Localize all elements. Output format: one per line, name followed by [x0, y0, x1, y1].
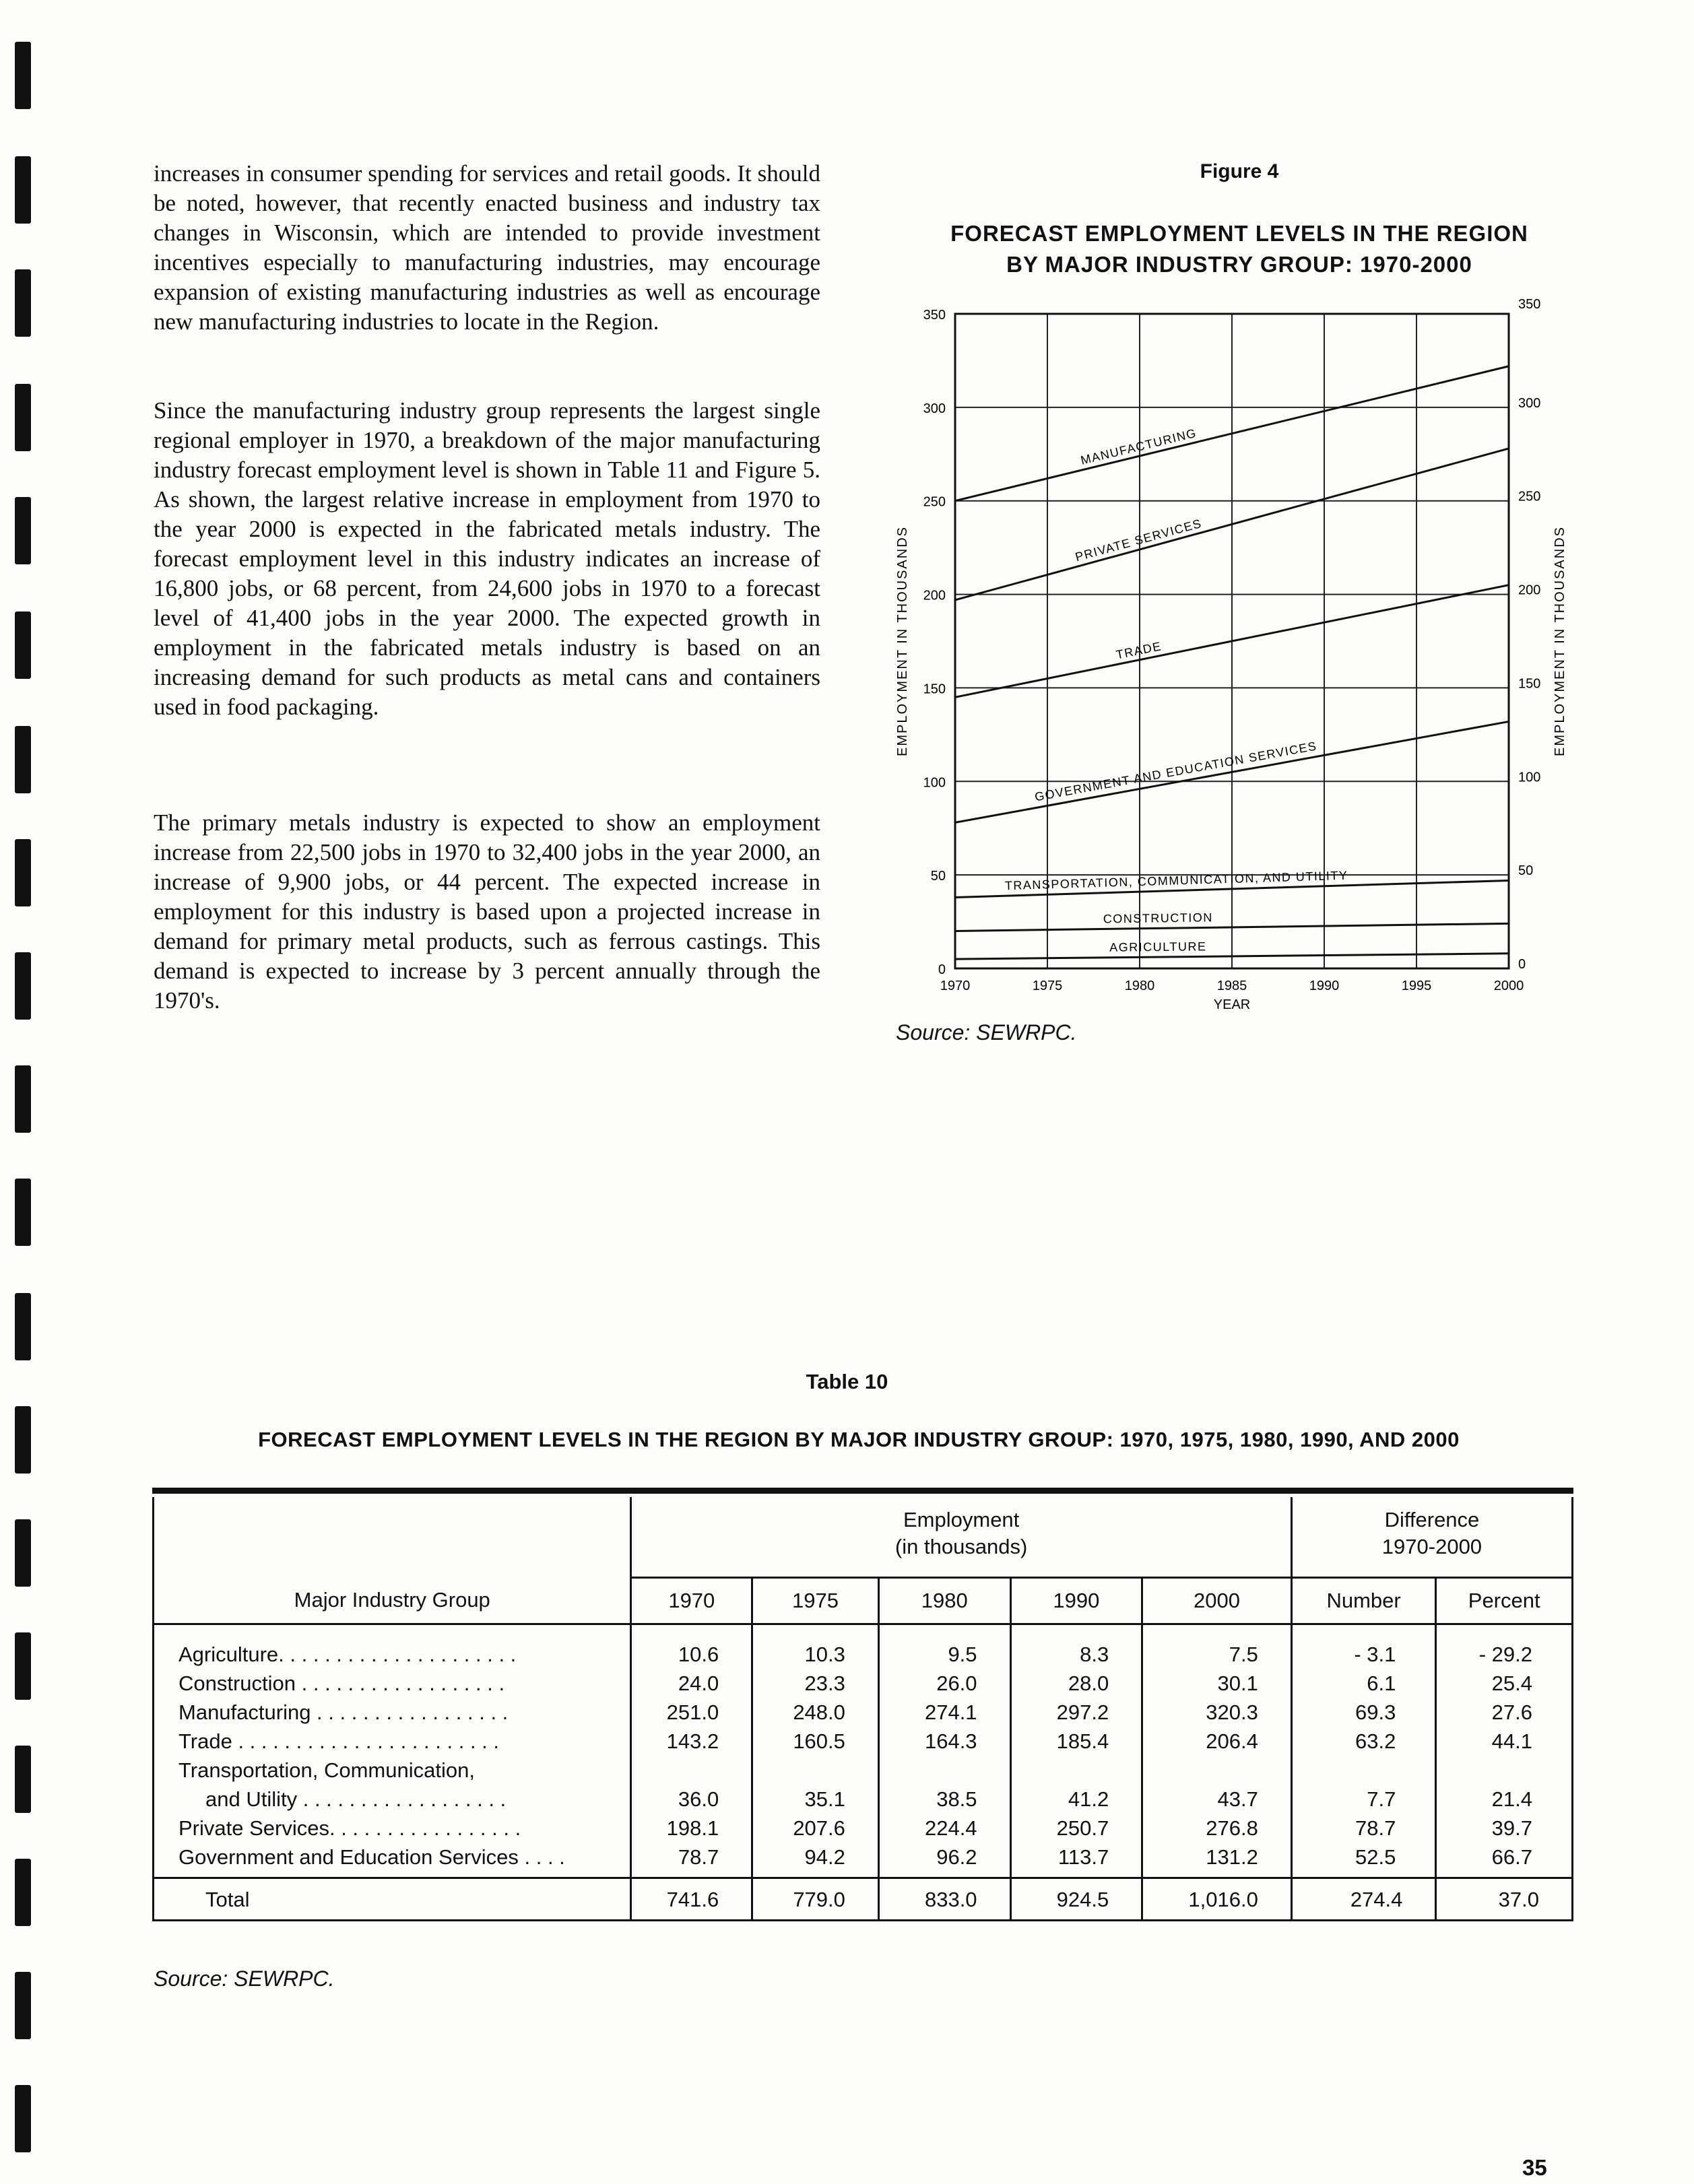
cell: 251.0: [631, 1698, 752, 1727]
y-tick-label-left: 300: [923, 401, 946, 416]
cell: 39.7: [1436, 1814, 1573, 1843]
cell: [1142, 1756, 1292, 1785]
y-tick-label-left: 50: [930, 869, 946, 884]
binding-hole: [15, 1065, 31, 1133]
cell: 274.1: [878, 1698, 1010, 1727]
cell: [631, 1756, 752, 1785]
cell: 185.4: [1010, 1727, 1142, 1756]
cell: 6.1: [1291, 1669, 1436, 1698]
binding-holes: [15, 0, 35, 2184]
year-header: 1970: [631, 1578, 752, 1624]
cell: [878, 1756, 1010, 1785]
body-paragraph: increases in consumer spending for services and retail goods. It should be noted, however, that recently enacted business and industry tax changes in Wisconsin, which are intended to provide investment incentives especially to manufacturing industries, may encourage expansion of existing manufacturing industries as well as encourage new manufacturing industries to locate in the Region.: [154, 160, 820, 335]
binding-hole: [15, 1746, 31, 1813]
cell: 7.7: [1291, 1785, 1436, 1814]
cell: 248.0: [752, 1698, 879, 1727]
body-paragraph: Since the manufacturing industry group represents the largest single regional employer in 1970, a breakdown of the major manufacturing industry forecast employment level is shown in Table 11 and Figure 5. As shown, the largest relative increase in employment from 1970 to the year 2000 is expected in the fabricated metals industry. The forecast employment level in this industry indicates an increase of 16,800 jobs, or 68 percent, from 24,600 jobs in 1970 to a forecast level of 41,400 jobs in the year 2000. The expected growth in employment in the fabricated metals industry is based on an increasing demand for such products as metal cans and containers used in food packaging.: [154, 397, 820, 720]
table-title: FORECAST EMPLOYMENT LEVELS IN THE REGION BY MAJOR INDUSTRY GROUP: 1970, 1975, 1980, 1990, AND 2000: [258, 1428, 1460, 1451]
y-axis-label-right: EMPLOYMENT IN THOUSANDS: [1553, 526, 1567, 756]
y-tick-label-right: 300: [1518, 395, 1541, 411]
binding-hole: [15, 1179, 31, 1246]
cell: 21.4: [1436, 1785, 1573, 1814]
table-row: [154, 1785, 1573, 1814]
row-label: Agriculture. . . . . . . . . . . . . . . . . . . . .: [154, 1640, 631, 1669]
cell: - 3.1: [1291, 1640, 1436, 1669]
cell: 224.4: [878, 1814, 1010, 1843]
binding-hole: [15, 497, 31, 564]
y-tick-label-right: 0: [1518, 957, 1526, 972]
y-tick-label-left: 100: [923, 775, 946, 791]
spacer-cell: [1291, 1624, 1436, 1641]
series-label: GOVERNMENT AND EDUCATION SERVICES: [1033, 739, 1318, 804]
cell: 164.3: [878, 1727, 1010, 1756]
cell: 43.7: [1142, 1785, 1292, 1814]
cell: 10.3: [752, 1640, 879, 1669]
cell: 66.7: [1436, 1843, 1573, 1878]
cell: 69.3: [1291, 1698, 1436, 1727]
spacer-cell: [1010, 1624, 1142, 1641]
table-row: [154, 1640, 1573, 1669]
cell: [1436, 1756, 1573, 1785]
table-row: [154, 1843, 1573, 1878]
diff-header: Number: [1291, 1578, 1436, 1624]
cell: 206.4: [1142, 1727, 1292, 1756]
cell: 94.2: [752, 1843, 879, 1878]
row-label: Transportation, Communication,: [154, 1756, 631, 1785]
binding-hole: [15, 611, 31, 679]
x-tick-label: 1990: [1309, 979, 1340, 993]
cell: 44.1: [1436, 1727, 1573, 1756]
year-header: 1980: [878, 1578, 1010, 1624]
row-label: Government and Education Services . . . .: [154, 1843, 631, 1878]
cell: 78.7: [631, 1843, 752, 1878]
cell: 160.5: [752, 1727, 879, 1756]
table-row: [154, 1669, 1573, 1698]
x-tick-label: 2000: [1493, 979, 1524, 993]
cell: 7.5: [1142, 1640, 1292, 1669]
binding-hole: [15, 384, 31, 451]
series-label: TRADE: [1115, 639, 1163, 662]
y-tick-label-left: 350: [923, 308, 946, 323]
cell: 1,016.0: [1142, 1878, 1292, 1921]
cell: 131.2: [1142, 1843, 1292, 1878]
cell: 833.0: [878, 1878, 1010, 1921]
cell: 28.0: [1010, 1669, 1142, 1698]
y-tick-label-right: 200: [1518, 583, 1541, 598]
x-tick-label: 1985: [1216, 979, 1247, 993]
total-label: Total: [154, 1878, 631, 1921]
y-tick-label-left: 250: [923, 494, 946, 510]
cell: 297.2: [1010, 1698, 1142, 1727]
cell: 10.6: [631, 1640, 752, 1669]
year-header: 1990: [1010, 1578, 1142, 1624]
cell: 78.7: [1291, 1814, 1436, 1843]
binding-hole: [15, 42, 31, 109]
series-label: CONSTRUCTION: [1103, 911, 1213, 926]
spacer-cell: [752, 1624, 879, 1641]
x-tick-label: 1970: [940, 979, 971, 993]
cell: 924.5: [1010, 1878, 1142, 1921]
binding-hole: [15, 2085, 31, 2152]
table-header-cell: [154, 1497, 631, 1578]
cell: 9.5: [878, 1640, 1010, 1669]
cell: 207.6: [752, 1814, 879, 1843]
binding-hole: [15, 726, 31, 793]
cell: 741.6: [631, 1878, 752, 1921]
y-tick-label-left: 0: [938, 962, 946, 977]
spacer-cell: [878, 1624, 1010, 1641]
cell: 27.6: [1436, 1698, 1573, 1727]
cell: 8.3: [1010, 1640, 1142, 1669]
spacer-cell: [631, 1624, 752, 1641]
difference-header-line: Difference: [1384, 1508, 1480, 1531]
binding-hole: [15, 952, 31, 1020]
cell: 276.8: [1142, 1814, 1292, 1843]
figure-title-line: BY MAJOR INDUSTRY GROUP: 1970-2000: [1006, 252, 1472, 277]
binding-hole: [15, 1293, 31, 1360]
y-tick-label-left: 200: [923, 588, 946, 603]
cell: 779.0: [752, 1878, 879, 1921]
cell: 30.1: [1142, 1669, 1292, 1698]
body-paragraph: The primary metals industry is expected to show an employment increase from 22,500 jobs in 1970 to 32,400 jobs in the year 2000, an increase of 9,900 jobs, or 44 percent. The expected increase in employment for this industry is based upon a projected increase in demand for primary metal products, such as ferrous castings. This demand is expected to increase by 3 percent annually through the 1970's.: [154, 809, 820, 1014]
figure-title: [896, 218, 1583, 280]
table-spacer: [154, 1624, 1573, 1641]
table-source: Source: SEWRPC.: [154, 1966, 335, 1991]
series-label: PRIVATE SERVICES: [1074, 516, 1204, 564]
figure-title-line: FORECAST EMPLOYMENT LEVELS IN THE REGION: [950, 221, 1528, 246]
cell: 26.0: [878, 1669, 1010, 1698]
row-label: and Utility . . . . . . . . . . . . . . . . . .: [154, 1785, 631, 1814]
group-header: Major Industry Group: [154, 1578, 631, 1624]
cell: 113.7: [1010, 1843, 1142, 1878]
binding-hole: [15, 269, 31, 337]
difference-header: [1291, 1497, 1572, 1578]
employment-table: [152, 1497, 1573, 1921]
cell: - 29.2: [1436, 1640, 1573, 1669]
spacer-cell: [154, 1624, 631, 1641]
table-total-row: [154, 1878, 1573, 1921]
y-tick-label-right: 250: [1518, 489, 1541, 504]
binding-hole: [15, 839, 31, 906]
x-tick-label: 1995: [1401, 979, 1432, 993]
cell: [1291, 1756, 1436, 1785]
diff-header: Percent: [1436, 1578, 1573, 1624]
cell: 52.5: [1291, 1843, 1436, 1878]
spacer-cell: [1436, 1624, 1573, 1641]
cell: 274.4: [1291, 1878, 1436, 1921]
table-bottom-rule: [152, 1919, 1573, 1921]
row-label: Manufacturing . . . . . . . . . . . . . . . . .: [154, 1698, 631, 1727]
y-tick-label-right: 100: [1518, 770, 1541, 785]
x-tick-label: 1975: [1032, 979, 1063, 993]
figure-source: Source: SEWRPC.: [896, 1020, 1077, 1045]
x-axis-label: YEAR: [1213, 997, 1251, 1012]
cell: 24.0: [631, 1669, 752, 1698]
spacer-cell: [1142, 1624, 1292, 1641]
binding-hole: [15, 1406, 31, 1474]
page-number: 35: [1522, 2155, 1547, 2180]
table-row: [154, 1756, 1573, 1785]
cell: 25.4: [1436, 1669, 1573, 1698]
series-label: MANUFACTURING: [1079, 426, 1198, 467]
binding-hole: [15, 1632, 31, 1700]
row-label: Trade . . . . . . . . . . . . . . . . . . . . . . .: [154, 1727, 631, 1756]
table-top-rule: [152, 1488, 1573, 1494]
cell: 320.3: [1142, 1698, 1292, 1727]
cell: 198.1: [631, 1814, 752, 1843]
table-header-row: [154, 1497, 1573, 1578]
binding-hole: [15, 1519, 31, 1587]
cell: 38.5: [878, 1785, 1010, 1814]
y-tick-label-right: 50: [1518, 863, 1534, 879]
binding-hole: [15, 1859, 31, 1926]
year-header: 1975: [752, 1578, 879, 1624]
y-tick-label-left: 150: [923, 682, 946, 697]
year-header: 2000: [1142, 1578, 1292, 1624]
y-tick-label-right: 350: [1518, 297, 1541, 312]
binding-hole: [15, 1972, 31, 2039]
cell: 23.3: [752, 1669, 879, 1698]
cell: [1010, 1756, 1142, 1785]
row-label: Private Services. . . . . . . . . . . . . . . . .: [154, 1814, 631, 1843]
series-label: AGRICULTURE: [1109, 939, 1207, 954]
cell: 37.0: [1436, 1878, 1573, 1921]
row-label: Construction . . . . . . . . . . . . . . . . . .: [154, 1669, 631, 1698]
cell: 96.2: [878, 1843, 1010, 1878]
table-row: [154, 1814, 1573, 1843]
table-row: [154, 1727, 1573, 1756]
cell: 35.1: [752, 1785, 879, 1814]
y-axis-label-left: EMPLOYMENT IN THOUSANDS: [895, 526, 910, 756]
figure-label: Figure 4: [1200, 160, 1279, 183]
binding-hole: [15, 156, 31, 224]
employment-chart: [876, 290, 1576, 1017]
cell: 250.7: [1010, 1814, 1142, 1843]
employment-header: [631, 1497, 1291, 1578]
employment-header-line: (in thousands): [894, 1535, 1028, 1558]
cell: [752, 1756, 879, 1785]
series-label: TRANSPORTATION, COMMUNICATION, AND UTILITY: [1004, 868, 1348, 893]
table-row: [154, 1698, 1573, 1727]
table-subheader-row: [154, 1578, 1573, 1624]
x-tick-label: 1980: [1124, 979, 1155, 993]
table-label: Table 10: [806, 1370, 888, 1393]
employment-header-line: Employment: [903, 1508, 1020, 1531]
cell: 63.2: [1291, 1727, 1436, 1756]
cell: 41.2: [1010, 1785, 1142, 1814]
y-tick-label-right: 150: [1518, 676, 1541, 692]
cell: 143.2: [631, 1727, 752, 1756]
cell: 36.0: [631, 1785, 752, 1814]
difference-header-line: 1970-2000: [1381, 1535, 1483, 1558]
